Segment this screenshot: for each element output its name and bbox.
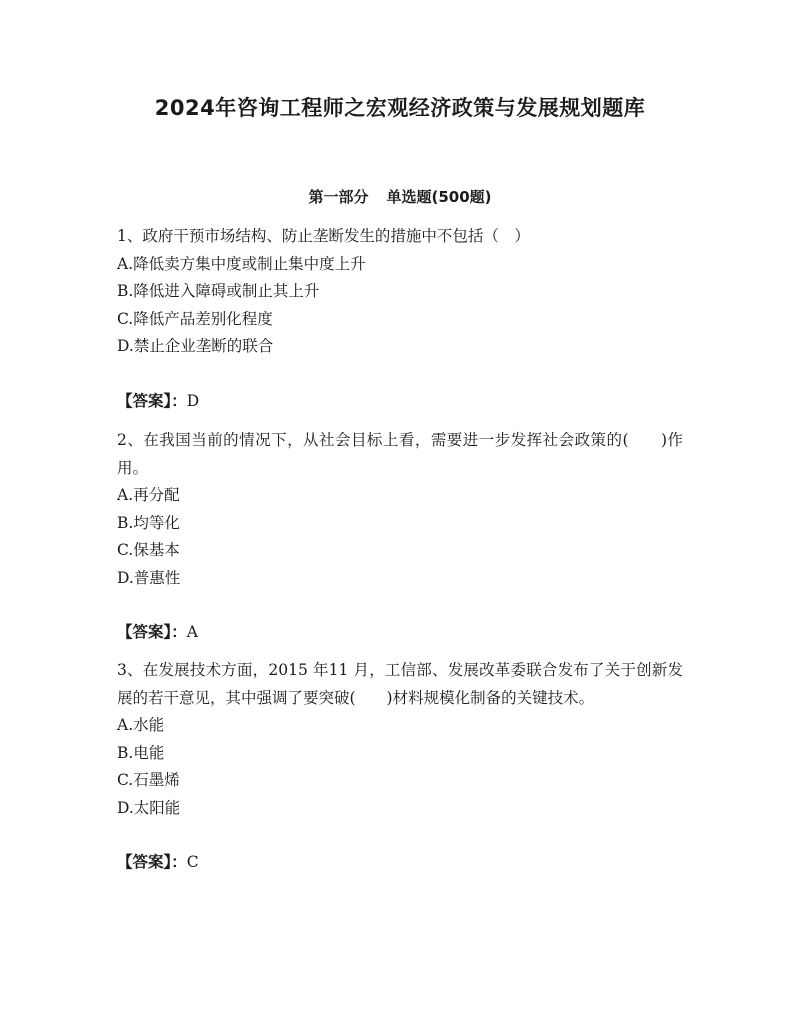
answer-line — [117, 619, 683, 647]
option-b: B.均等化 — [117, 513, 180, 532]
option-b: B.降低进入障碍或制止其上升 — [117, 282, 320, 300]
document-title: 2024年咨询工程师之宏观经济政策与发展规划题库 — [154, 96, 646, 120]
option-a: A.降低卖方集中度或制止集中度上升 — [117, 254, 366, 273]
answer-line — [117, 849, 683, 877]
option-d: D.禁止企业垄断的联合 — [117, 337, 274, 355]
answer-line — [117, 388, 683, 416]
answer-value: A — [186, 623, 198, 641]
question-stem: 1、政府干预市场结构、防止垄断发生的措施中不包括（ ） — [117, 227, 530, 245]
answer-label: 【答案】： — [117, 623, 187, 641]
question-1 — [117, 223, 683, 415]
section-part: 第一部分 — [308, 188, 369, 206]
answer-label: 【答案】： — [117, 391, 187, 410]
section-name: 单选题(500题) — [386, 188, 492, 206]
answer-label: 【答案】： — [117, 853, 187, 871]
question-2 — [117, 427, 683, 647]
option-a: A.再分配 — [117, 486, 180, 504]
option-d: D.普惠性 — [117, 568, 181, 587]
question-3 — [117, 657, 683, 877]
answer-value: D — [186, 391, 200, 410]
question-stem: 2、在我国当前的情况下，从社会目标上看，需要进一步发挥社会政策的( )作用。 — [117, 431, 683, 477]
option-a: A.水能 — [117, 716, 165, 734]
option-b: B.电能 — [117, 743, 165, 762]
option-c: C.石墨烯 — [117, 771, 180, 789]
option-c: C.降低产品差别化程度 — [117, 309, 273, 328]
answer-value: C — [186, 853, 199, 871]
section-heading — [0, 186, 800, 207]
option-d: D.太阳能 — [117, 798, 181, 817]
question-stem: 3、在发展技术方面，2015 年11 月，工信部、发展改革委联合发布了关于创新发展的若干意见，其中强调了要突破( )材料规模化制备的关键技术。 — [117, 661, 683, 707]
option-c: C.保基本 — [117, 541, 180, 559]
